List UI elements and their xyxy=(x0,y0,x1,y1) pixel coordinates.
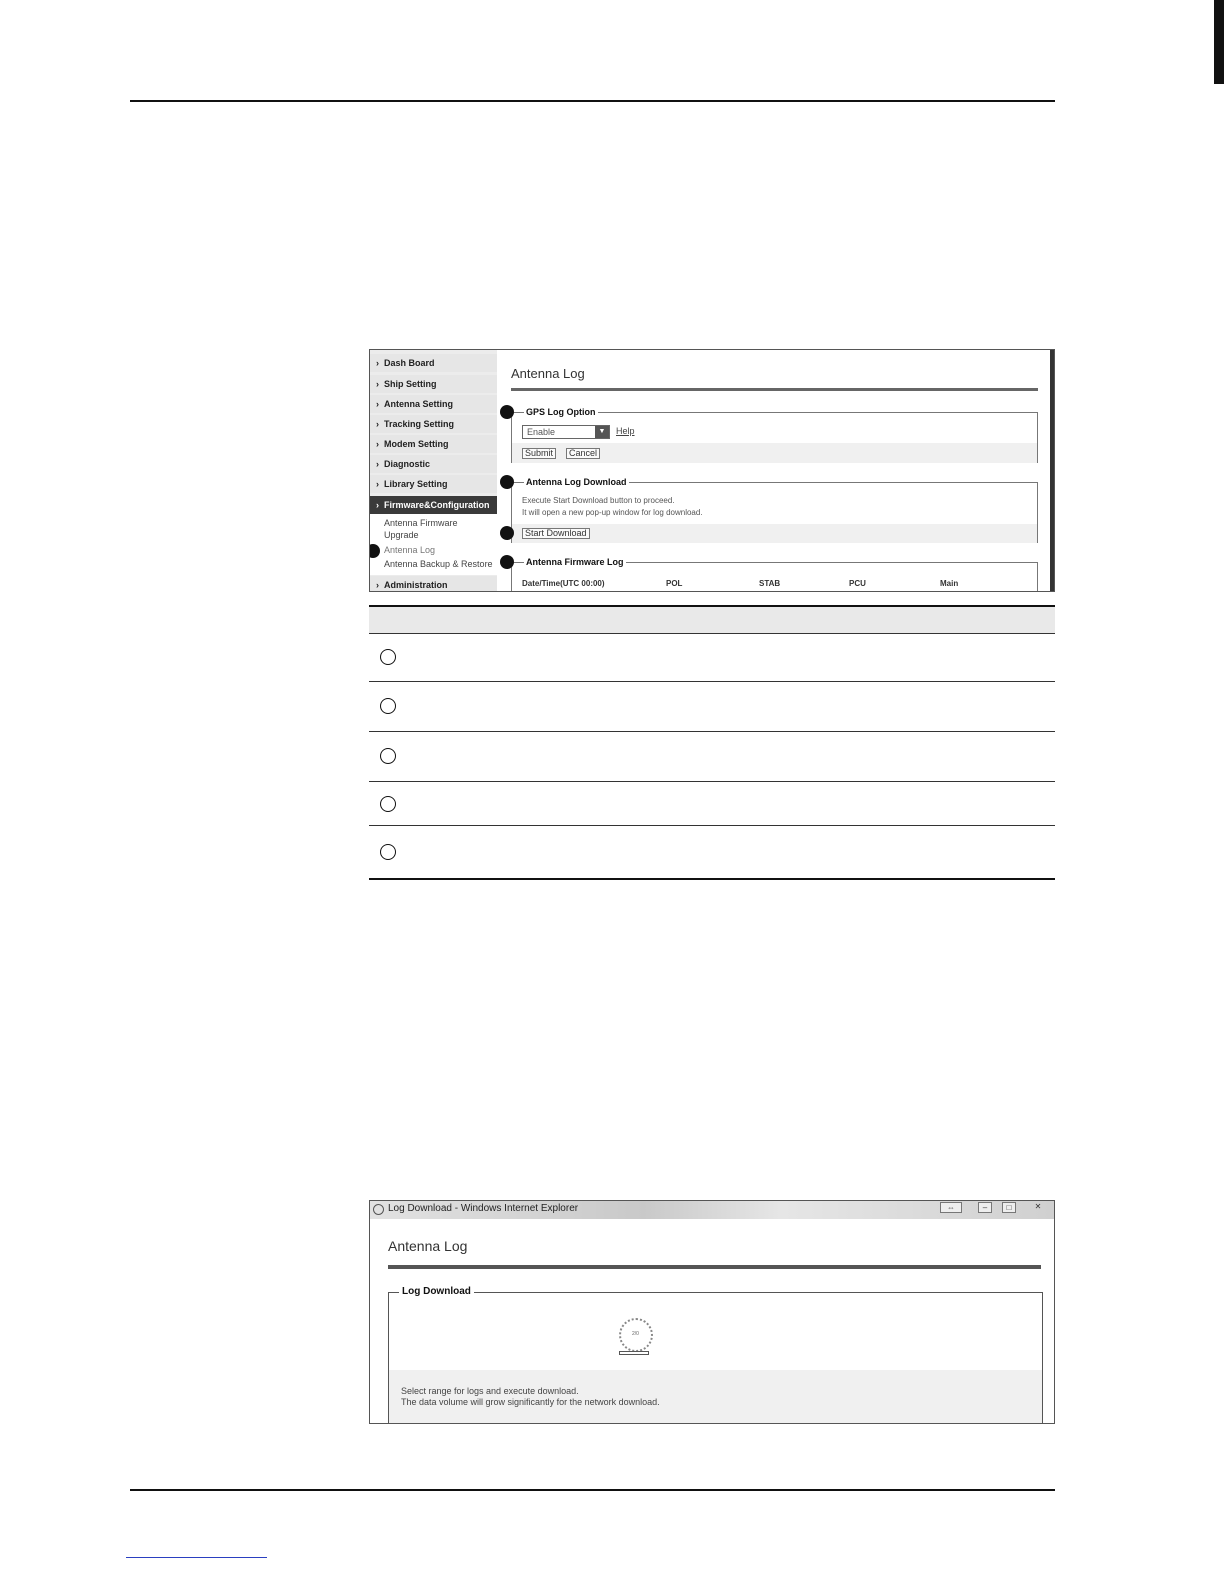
sidebar xyxy=(370,350,497,591)
antenna-log-download-legend: Antenna Log Download xyxy=(526,477,627,487)
spinner-icon xyxy=(619,1318,653,1352)
close-icon[interactable]: ✕ xyxy=(1034,1202,1042,1211)
sidebar-item-ship-setting[interactable]: › Ship Setting xyxy=(370,375,497,393)
download-instruction-1: Execute Start Download button to proceed. xyxy=(522,496,675,505)
sidebar-submenu xyxy=(370,514,497,575)
antenna-log-screenshot xyxy=(369,349,1055,592)
main-panel xyxy=(497,350,1050,591)
column-header-pol: POL xyxy=(666,579,683,588)
submenu-antenna-backup-restore[interactable]: Antenna Backup & Restore xyxy=(384,559,493,569)
page-title: Antenna Log xyxy=(511,366,585,381)
callout-marker xyxy=(500,555,514,569)
instruction-area xyxy=(389,1370,1042,1424)
maximize-icon[interactable]: □ xyxy=(1002,1202,1016,1213)
table-row-divider xyxy=(369,825,1055,826)
table-row-divider xyxy=(369,633,1055,634)
sidebar-item-administration[interactable]: › Administration xyxy=(370,576,497,592)
table-bottom-rule xyxy=(369,878,1055,880)
column-header-main: Main xyxy=(940,579,959,588)
minimize-icon[interactable]: – xyxy=(978,1202,992,1213)
column-header-pcu: PCU xyxy=(849,579,866,588)
sidebar-item-firmware-configuration[interactable]: › Firmware&Configuration xyxy=(370,496,497,514)
gps-log-select[interactable] xyxy=(522,425,610,439)
gps-log-select-value: Enable xyxy=(527,427,556,437)
start-download-button[interactable]: Start Download xyxy=(522,528,590,539)
row-number-circle xyxy=(380,844,396,860)
antenna-firmware-log-group xyxy=(511,557,1038,592)
column-header-stab: STAB xyxy=(759,579,781,588)
sidebar-item-modem-setting[interactable]: › Modem Setting xyxy=(370,435,497,453)
gps-log-option-legend: GPS Log Option xyxy=(526,407,596,417)
row-number-circle xyxy=(380,649,396,665)
download-button-row xyxy=(512,524,1037,543)
cancel-button[interactable]: Cancel xyxy=(566,448,600,459)
gps-log-option-group xyxy=(511,407,1038,463)
edge-tab xyxy=(1214,0,1224,84)
callout-marker xyxy=(500,526,514,540)
spinner-text: 2/0 xyxy=(632,1331,639,1337)
antenna-log-download-group xyxy=(511,477,1038,543)
callout-marker xyxy=(500,475,514,489)
chevron-right-icon: › xyxy=(376,439,379,449)
table-header xyxy=(369,605,1055,633)
chevron-right-icon: › xyxy=(376,580,379,590)
antenna-firmware-log-legend: Antenna Firmware Log xyxy=(526,557,624,567)
chevron-right-icon: › xyxy=(376,379,379,389)
row-number-circle xyxy=(380,698,396,714)
log-download-legend: Log Download xyxy=(399,1286,474,1298)
progress-bar xyxy=(619,1351,649,1355)
window-titlebar xyxy=(370,1201,1054,1219)
instruction-line-1: Select range for logs and execute download. xyxy=(401,1386,579,1396)
chevron-right-icon: › xyxy=(376,419,379,429)
table-row-divider xyxy=(369,731,1055,732)
chevron-right-icon: › xyxy=(376,479,379,489)
ie-globe-icon xyxy=(373,1204,384,1215)
footer-link-underline[interactable] xyxy=(126,1557,267,1558)
window-title: Log Download - Windows Internet Explorer xyxy=(388,1203,579,1214)
restore-icon[interactable]: ⇔ xyxy=(940,1202,962,1213)
table-row-divider xyxy=(369,781,1055,782)
help-link[interactable]: Help xyxy=(616,426,635,436)
scrollbar[interactable] xyxy=(1050,350,1054,591)
title-divider xyxy=(511,388,1038,391)
log-download-group xyxy=(388,1286,1043,1424)
footer-rule xyxy=(130,1489,1055,1491)
submit-button[interactable]: Submit xyxy=(522,448,556,459)
chevron-right-icon: › xyxy=(376,399,379,409)
chevron-right-icon: › xyxy=(376,500,379,510)
dropdown-arrow-icon: ▼ xyxy=(595,426,609,438)
chevron-right-icon: › xyxy=(376,459,379,469)
row-number-circle xyxy=(380,748,396,764)
chevron-right-icon: › xyxy=(376,358,379,368)
header-rule xyxy=(130,100,1055,102)
row-number-circle xyxy=(380,796,396,812)
instruction-line-2: The data volume will grow significantly for the network download. xyxy=(401,1397,660,1407)
download-instruction-2: It will open a new pop-up window for log download. xyxy=(522,508,703,517)
column-header-datetime: Date/Time(UTC 00:00) xyxy=(522,579,605,588)
log-download-window-screenshot xyxy=(369,1200,1055,1424)
page-title: Antenna Log xyxy=(388,1238,468,1254)
gps-button-row xyxy=(512,443,1037,463)
submenu-antenna-log[interactable]: Antenna Log xyxy=(384,545,436,555)
table-row-divider xyxy=(369,681,1055,682)
submenu-antenna-firmware-upgrade[interactable]: Antenna Firmware Upgrade xyxy=(384,518,458,540)
title-divider xyxy=(388,1265,1041,1269)
sidebar-item-antenna-setting[interactable]: › Antenna Setting xyxy=(370,395,497,413)
sidebar-item-diagnostic[interactable]: › Diagnostic xyxy=(370,455,497,473)
callout-marker xyxy=(500,405,514,419)
sidebar-item-dash-board[interactable]: › Dash Board xyxy=(370,354,497,372)
sidebar-item-tracking-setting[interactable]: › Tracking Setting xyxy=(370,415,497,433)
sidebar-item-library-setting[interactable]: › Library Setting xyxy=(370,475,497,493)
